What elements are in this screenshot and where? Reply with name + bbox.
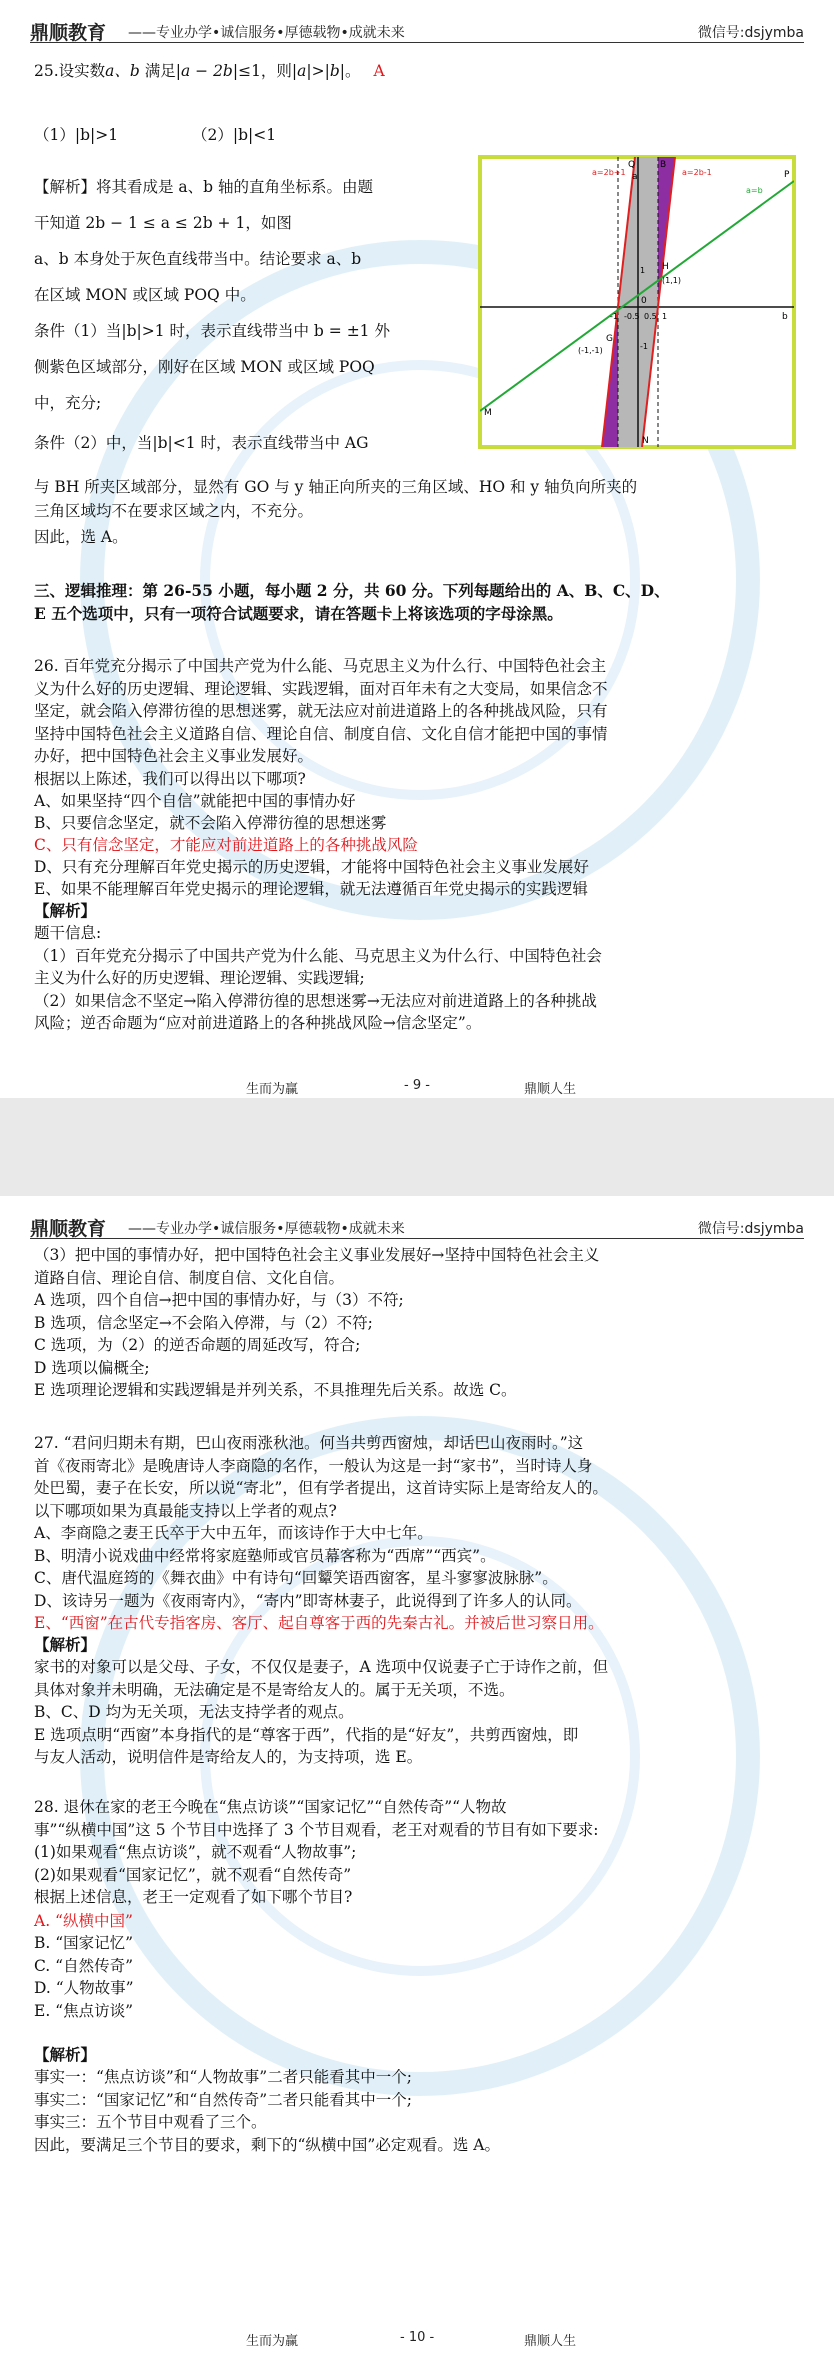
q25-condition-2: （2）|b|<1	[192, 126, 277, 144]
q26-analysis: 题干信息: （1）百年党充分揭示了中国共产党为什么能、马克思主义为什么行、中国特色社会 主义为什么好的历史逻辑、理论逻辑、实践逻辑; （2）如果信念不坚定→陷入停滞彷徨的思想迷雾→无法应对前进道路上的各种挑战 风险；逆否命题为“应对前进道路上的各种挑战风险→信念坚定”。	[34, 924, 602, 1032]
q25-title	[34, 60, 385, 83]
q27-analysis: 家书的对象可以是父母、子女，不仅仅是妻子，A 选项中仅说妻子亡于诗作之前，但 具体对象并未明确，无法确定是不是寄给友人的。属于无关项，不选。 B、C、D 均为无关项，无法支持学者的观点。 E 选项点明“西窗”本身指代的是“尊客于西”，代指的是“好友”，共剪西窗烛，即 与友人活动，说明信件是寄给友人的，为支持项，选 E。	[34, 1658, 609, 1766]
q27-stem: 27. “君问归期未有期，巴山夜雨涨秋池。何当共剪西窗烛，却话巴山夜雨时。”这 首《夜雨寄北》是晚唐诗人李商隐的名作，一般认为这是一封“家书”，当时诗人身 处巴蜀，妻子在长安，所以说“寄北”，但有学者提出，这首诗实际上是寄给友人的。 以下哪项如果为真最能支持以上学者的观点? A、李商隐之妻王氏卒于大中五年，而该诗作于大中七年。 B、明清小说戏曲中经常将家庭塾师或官员幕客称为“西席”“西宾”。 C、唐代温庭筠的《舞衣曲》中有诗句“回颦笑语西窗客，星斗寥寥波脉脉”。 D、该诗另一题为《夜雨寄内》，“寄内”即寄林妻子，此说得到了许多人的认同。	[34, 1434, 608, 1610]
brand-slogan: ——专业办学•诚信服务•厚德载物•成就未来	[128, 1221, 405, 1237]
q25-analysis-line: 条件（2）中，当|b|<1 时，表示直线带当中 AG	[34, 434, 369, 452]
footer-right: 鼎顺人生	[524, 1082, 577, 1097]
q25-analysis-line: 因此，选 A。	[34, 528, 128, 546]
tick-a-1: 1	[640, 266, 646, 275]
label-line-a-b: a=b	[746, 186, 763, 195]
q26-analysis-continued: （3）把中国的事情办好，把中国特色社会主义事业发展好→坚持中国特色社会主义 道路自信、理论自信、制度自信、文化自信。 A 选项，四个自信→把中国的事情办好，与（3）不符; B 选项，信念坚定→不会陷入停滞，与（2）不符; C 选项，为（2）的逆否命题的周延改写，符合; D 选项以偏概全; E 选项理论逻辑和实践逻辑是并列关系，不具推理先后关系。故选 C。	[34, 1246, 600, 1399]
footer-left: 生而为赢	[246, 2334, 299, 2349]
q25-analysis-line: 条件（1）当|b|>1 时，表示直线带当中 b = ±1 外	[34, 322, 390, 340]
q26-analysis-heading: 【解析】	[34, 901, 97, 920]
q25-var: a、b	[105, 62, 140, 80]
label-b-axis: b	[782, 312, 788, 322]
tick-a-minus-1: -1	[640, 342, 648, 351]
q25-analysis-line: 三角区域均不在要求区域之内，不充分。	[34, 502, 314, 520]
label-B: B	[660, 160, 667, 170]
brand-slogan: ——专业办学•诚信服务•厚德载物•成就未来	[128, 25, 405, 41]
label-M: M	[484, 408, 492, 418]
wechat-id: 微信号:dsjymba	[697, 25, 804, 41]
q25-analysis-line: 中，充分;	[34, 394, 102, 412]
q26-option-a: A、如果坚持“四个自信”就能把中国的事情办好	[34, 792, 356, 810]
section-3-heading: 三、逻辑推理：第 26-55 小题，每小题 2 分，共 60 分。下列每题给出的 A、B、C、D、 E 五个选项中，只有一项符合试题要求，请在答题卡上将该选项的字母涂黑。	[34, 581, 670, 623]
q25-var: b	[329, 62, 340, 80]
q26-option-b: B、只要信念坚定，就不会陷入停滞彷徨的思想迷雾	[34, 814, 387, 832]
page-header	[30, 1206, 804, 1239]
q26-option-e: E、如果不能理解百年党史揭示的理论逻辑，就无法遵循百年党史揭示的实践逻辑	[34, 880, 588, 898]
footer-page-number: - 9 -	[404, 1078, 430, 1093]
q28-analysis-heading: 【解析】	[34, 2045, 97, 2064]
q25-expr: a − 2b	[180, 62, 233, 80]
label-G: G	[606, 334, 613, 344]
q25-answer: A	[373, 62, 385, 80]
q26-option-c: C、只有信念坚定，才能应对前进道路上的各种挑战风险	[34, 836, 418, 854]
tick-1: 1	[662, 312, 668, 321]
label-Q: Q	[628, 160, 636, 170]
q28-stem: 28. 退休在家的老王今晚在“焦点访谈”“国家记忆”“自然传奇”“人物故 事”“纵横中国”这 5 个节目中选择了 3 个节目观看，老王对观看的节目有如下要求: (1)如果观看“焦点访谈”，就不观看“人物故事”; (2)如果观看“国家记忆”，就不观看“自然传奇” 根据上述信息，老王一定观看了如下哪个节目?	[34, 1798, 599, 1906]
label-point-1-1: (1,1)	[662, 276, 681, 285]
q25-analysis-line: 侧紫色区域部分，刚好在区域 MON 或区域 POQ	[34, 358, 375, 376]
q25-text: |>|	[306, 62, 330, 80]
tick-half: 0.5	[644, 312, 657, 321]
q28-analysis: 事实一：“焦点访谈”和“人物故事”二者只能看其中一个; 事实二：“国家记忆”和“自然传奇”二者只能看其中一个; 事实三：五个节目中观看了三个。 因此，要满足三个节目的要求，剩下的“纵横中国”必定观看。选 A。	[34, 2068, 500, 2154]
q26-option-d: D、只有充分理解百年党史揭示的历史逻辑，才能将中国特色社会主义事业发展好	[34, 858, 589, 876]
page-9	[0, 0, 834, 1098]
page-gap	[0, 1098, 834, 1196]
label-H: H	[662, 262, 669, 272]
q25-analysis-line: a、b 本身处于灰色直线带当中。结论要求 a、b	[34, 250, 362, 268]
q25-analysis-line: 在区域 MON 或区域 POQ 中。	[34, 286, 256, 304]
label-a-axis: a	[632, 172, 638, 182]
footer-right: 鼎顺人生	[524, 2334, 577, 2349]
tick-minus-half: -0.5	[624, 312, 640, 321]
q27-analysis-heading: 【解析】	[34, 1635, 97, 1654]
page-10	[0, 1196, 834, 2355]
q25-analysis-line: 【解析】将其看成是 a、b 轴的直角坐标系。由题	[34, 178, 374, 196]
q25-text: |。	[339, 62, 361, 80]
q25-condition-1: （1）|b|>1	[34, 126, 119, 144]
q27-option-e: E、“西窗”在古代专指客房、客厅、起自尊客于西的先秦古礼。并被后世习察日用。	[34, 1614, 604, 1632]
q25-var: a	[297, 62, 307, 80]
label-point-m1-m1: (-1,-1)	[578, 346, 603, 355]
label-N: N	[642, 436, 649, 446]
q28-option-a: A. “纵横中国”	[34, 1912, 133, 1930]
page-header	[30, 10, 804, 43]
brand-name: 鼎顺教育	[30, 1218, 107, 1240]
brand-name: 鼎顺教育	[30, 22, 107, 44]
label-origin: 0	[641, 296, 647, 306]
q25-text: 满足|	[139, 62, 181, 80]
q25-text: |≤1，则|	[232, 62, 298, 80]
q26-stem: 26. 百年党充分揭示了中国共产党为什么能、马克思主义为什么行、中国特色社会主 义为什么好的历史逻辑、理论逻辑、实践逻辑，面对百年未有之大变局，如果信念不 坚定，就会陷入停滞彷徨的思想迷雾，就无法应对前进道路上的各种挑战风险，只有 坚持中国特色社会主义道路自信、理论自信、制度自信、文化自信才能把中国的事情 办好，把中国特色社会主义事业发展好。 根据以上陈述，我们可以得出以下哪项?	[34, 657, 608, 788]
label-line-2b-1: a=2b-1	[682, 168, 712, 177]
label-P: P	[784, 170, 790, 180]
label-line-2b+1: a=2b+1	[592, 168, 626, 177]
q28-options: B. “国家记忆” C. “自然传奇” D. “人物故事” E. “焦点访谈”	[34, 1934, 134, 2020]
coordinate-figure	[476, 153, 798, 451]
q25-analysis-line: 干知道 2b − 1 ≤ a ≤ 2b + 1，如图	[34, 214, 292, 232]
wechat-id: 微信号:dsjymba	[697, 1221, 804, 1237]
q25-text: 25.设实数	[34, 62, 106, 80]
footer-page-number: - 10 -	[400, 2330, 435, 2345]
footer-left: 生而为赢	[246, 1082, 299, 1097]
q25-analysis-line: 与 BH 所夹区域部分，显然有 GO 与 y 轴正向所夹的三角区域、HO 和 y 轴负向所夹的	[34, 478, 638, 496]
tick-minus-1: -1	[610, 312, 618, 321]
